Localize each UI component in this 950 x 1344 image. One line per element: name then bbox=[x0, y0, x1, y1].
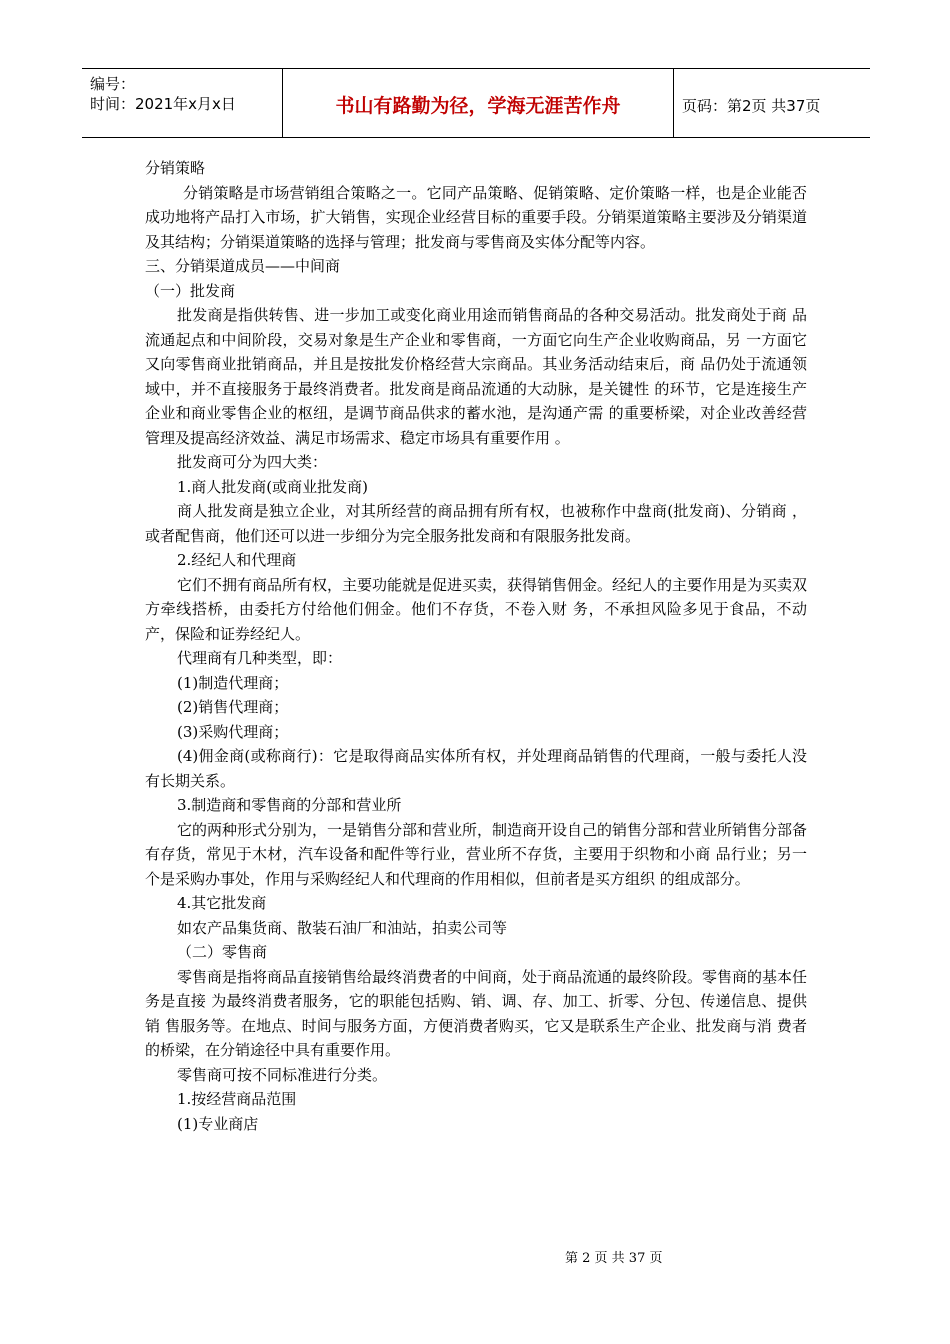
paragraph: 零售商是指将商品直接销售给最终消费者的中间商，处于商品流通的最终阶段。零售商的基本任务是直接 为最终消费者服务，它的职能包括购、销、调、存、加工、折零、分包、传递信息、提供销 售服务等。在地点、时间与服务方面，方便消费者购买，它又是联系生产企业、批发商与消 费者的桥梁，在分销途径中具有重要作用。 bbox=[145, 967, 808, 1059]
paragraph: （二）零售商 bbox=[177, 943, 268, 961]
paragraph: 分销策略 bbox=[145, 159, 206, 177]
paragraph: 批发商可分为四大类： bbox=[177, 453, 328, 471]
paragraph: (3)采购代理商； bbox=[177, 722, 289, 741]
paragraph: 4.其它批发商 bbox=[177, 894, 267, 912]
header-motto: 书山有路勤为径，学海无涯苦作舟 bbox=[335, 95, 621, 117]
paragraph: 1.按经营商品范围 bbox=[177, 1090, 297, 1108]
paragraph: （一）批发商 bbox=[145, 281, 236, 300]
paragraph: 它们不拥有商品所有权，主要功能就是促进买卖，获得销售佣金。经纪人的主要作用是为买卖双方牵线搭桥，由委托方付给他们佣金。他们不存货，不卷入财 务，不承担风险多见于食品，不动产，保险和证券经纪人。 bbox=[145, 575, 808, 643]
header-motto-cell bbox=[283, 69, 674, 137]
paragraph: 如农产品集货商、散装石油厂和油站，拍卖公司等 bbox=[177, 918, 508, 937]
paragraph: 商人批发商是独立企业，对其所经营的商品拥有所有权，也被称作中盘商(批发商)、分销商 ，或者配售商，他们还可以进一步细分为完全服务批发商和有限服务批发商。 bbox=[145, 502, 807, 545]
page-header bbox=[82, 68, 870, 138]
paragraph: (1)制造代理商； bbox=[177, 673, 289, 692]
header-meta-cell bbox=[82, 69, 283, 137]
paragraph: 代理商有几种类型，即： bbox=[177, 649, 343, 667]
paragraph: 三、分销渠道成员——中间商 bbox=[145, 257, 341, 275]
header-page-cell bbox=[674, 69, 870, 137]
header-date-label: 时间：2021年x月x日 bbox=[90, 95, 236, 113]
paragraph: 1.商人批发商(或商业批发商) bbox=[177, 477, 369, 496]
document-body bbox=[145, 156, 807, 1136]
paragraph: 分销策略是市场营销组合策略之一。它同产品策略、促销策略、定价策略一样，也是企业能否成功地将产品打入市场，扩大销售，实现企业经营目标的重要手段。分销渠道策略主要涉及分销渠道及其结构；分销渠道策略的选择与管理；批发商与零售商及实体分配等内容。 bbox=[145, 183, 807, 251]
paragraph: (4)佣金商(或称商行)：它是取得商品实体所有权，并处理商品销售的代理商，一般与委托人没有长期关系。 bbox=[145, 747, 807, 790]
paragraph: 批发商是指供转售、进一步加工或变化商业用途而销售商品的各种交易活动。批发商处于商 品流通起点和中间阶段，交易对象是生产企业和零售商，一方面它向生产企业收购商品，另 一方面它又向零售商业批销商品，并且是按批发价格经营大宗商品。其业务活动结束后，商 品仍处于流通领域中，并不直接服务于最终消费者。批发商是商品流通的大动脉，是关键性 的环节，它是连接生产企业和商业零售企业的枢纽，是调节商品供求的蓄水池，是沟通产需 的重要桥梁，对企业改善经营管理及提高经济效益、满足市场需求、稳定市场具有重要作用 。 bbox=[145, 306, 807, 447]
paragraph: 3.制造商和零售商的分部和营业所 bbox=[177, 796, 402, 814]
page-footer: 第 2 页 共 37 页 bbox=[565, 1251, 663, 1266]
paragraph: 它的两种形式分别为，一是销售分部和营业所，制造商开设自己的销售分部和营业所销售分部备有存货，常见于木材，汽车设备和配件等行业，营业所不存货，主要用于织物和小商 品行业；另一个是采购办事处，作用与采购经纪人和代理商的作用相似，但前者是买方组织 的组成部分。 bbox=[145, 820, 808, 888]
paragraph: (1)专业商店 bbox=[177, 1114, 259, 1133]
header-page-label: 页码：第2页 共37页 bbox=[682, 97, 821, 115]
paragraph: 零售商可按不同标准进行分类。 bbox=[177, 1065, 388, 1084]
paragraph: (2)销售代理商； bbox=[177, 698, 289, 716]
paragraph: 2.经纪人和代理商 bbox=[177, 551, 297, 569]
header-code-label: 编号： bbox=[90, 75, 136, 93]
